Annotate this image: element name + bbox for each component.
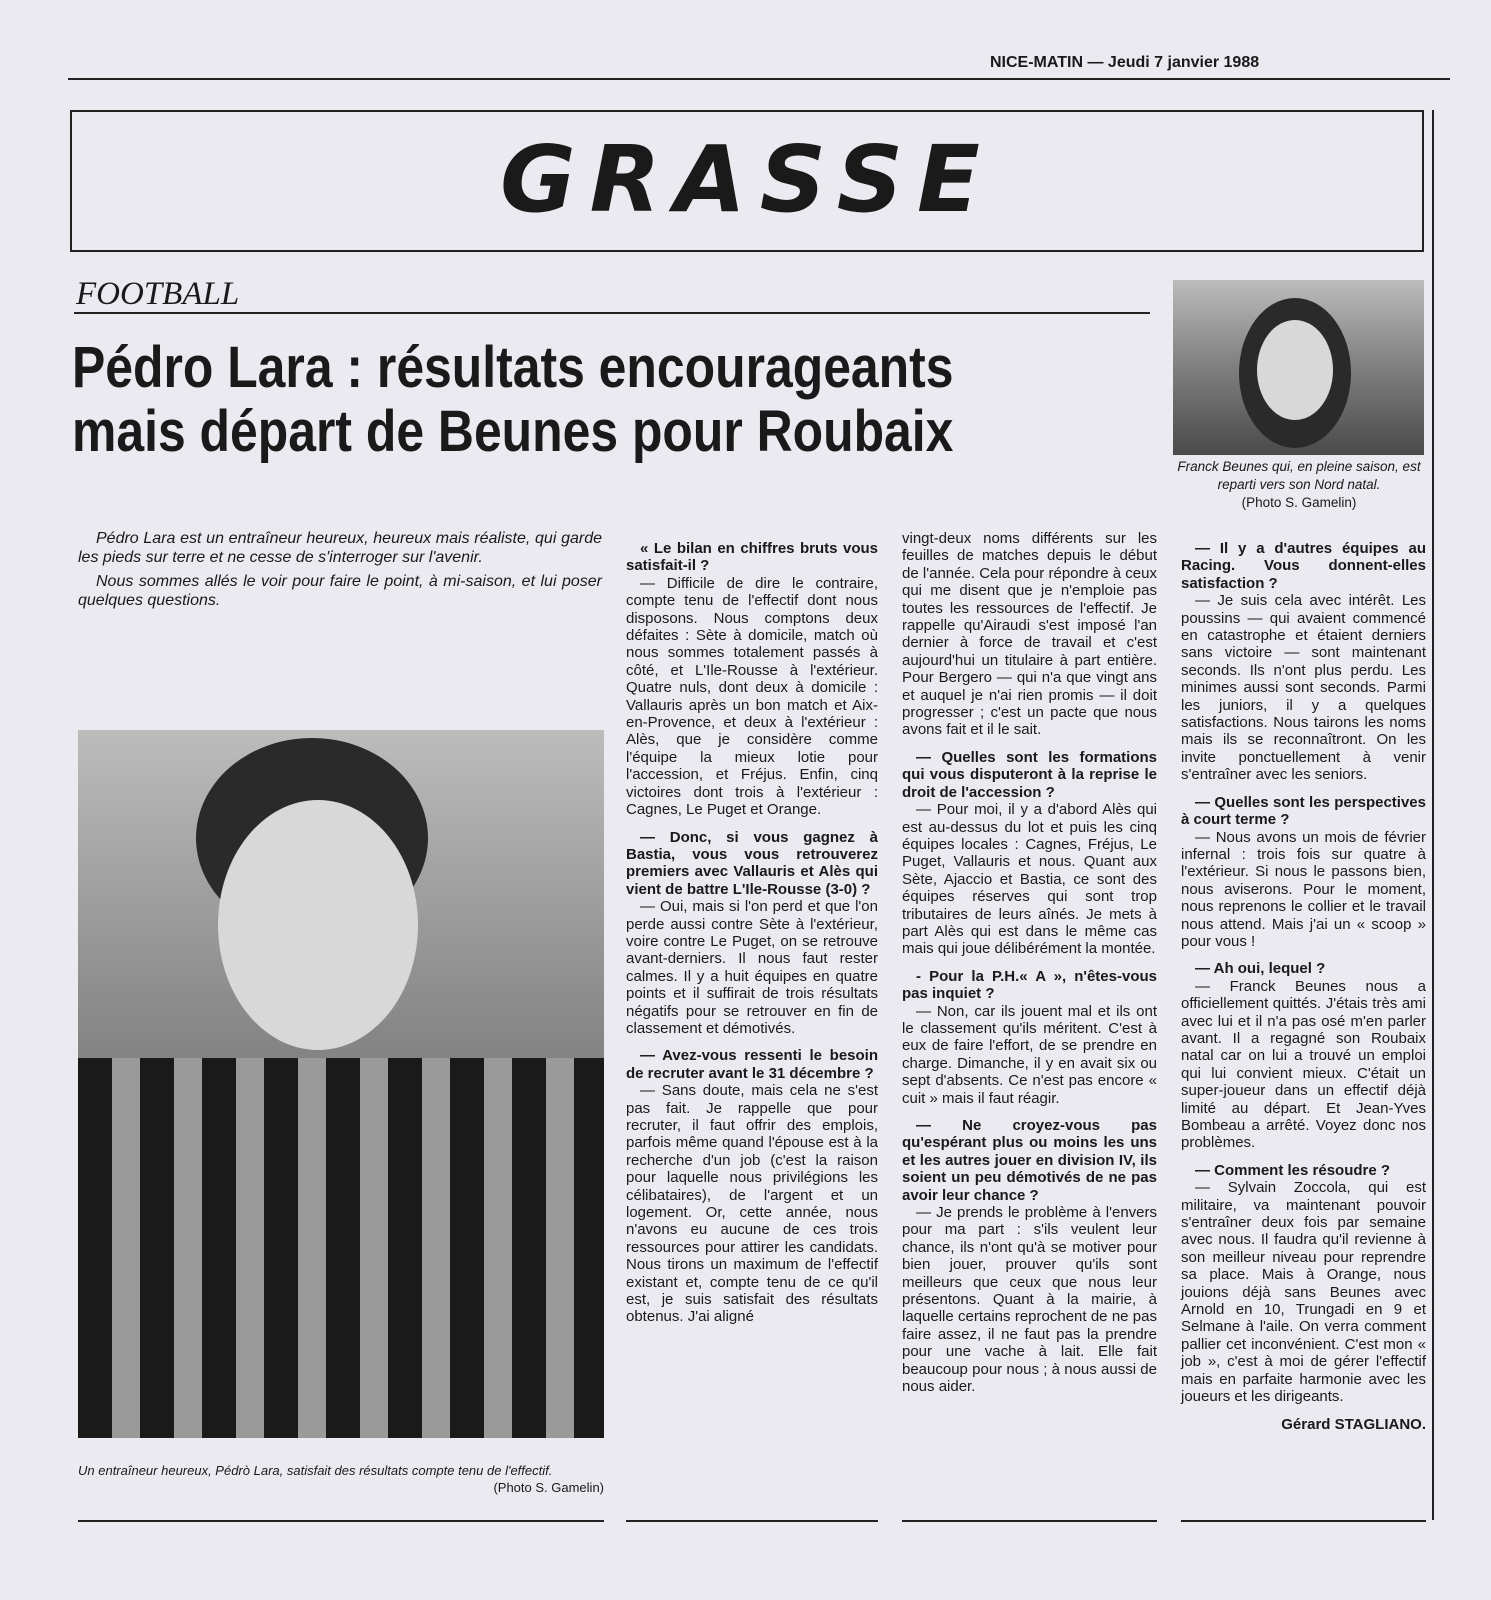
question-paragraph: — Comment les résoudre ? bbox=[1195, 1161, 1391, 1179]
photo-main-credit: (Photo S. Gamelin) bbox=[493, 1480, 604, 1495]
question-paragraph: — Avez-vous ressenti le besoin de recruter avant le 31 décembre ? bbox=[626, 1047, 878, 1082]
rubric: FOOTBALL bbox=[76, 276, 240, 312]
bottom-rule bbox=[1181, 1520, 1426, 1522]
right-rule bbox=[1432, 110, 1434, 1520]
answer-paragraph: — Pour moi, il y a d'abord Alès qui est au-dessus du lot et puis les cinq équipes locales : Cagnes, Fréjus, Le Puget, Vallauris et nous. Quant aux Sète, Ajaccio et Bastia, ce sont des équipes réserves qui sont trop tributaires de leurs aînés. Je mets à part Alès qui est dans le même cas mais qui joue délibérément la montée. bbox=[902, 801, 1157, 958]
photo-striped-jersey bbox=[78, 1058, 604, 1438]
dateline: NICE-MATIN — Jeudi 7 janvier 1988 bbox=[990, 54, 1260, 71]
answer-paragraph: — Je prends le problème à l'envers pour ma part : s'ils veulent leur chance, ils n'ont qu'à se motiver pour bien jouer, prouver qu'ils sont meilleurs que ceux que nous leur présentons. Quant à la mairie, à laquelle certains reprochent de ne pas faire assez, il ne faut pas la prendre pour une vache à lait. Elle fait beaucoup pour nous ; à nous aussi de nous aider. bbox=[902, 1204, 1157, 1396]
photo-main-caption-text: Un entraîneur heureux, Pédrò Lara, satisfait des résultats compte tenu de l'effectif. bbox=[78, 1463, 553, 1478]
photo-franck-beunes bbox=[1173, 280, 1424, 455]
photo-pedro-lara bbox=[78, 730, 604, 1438]
question-paragraph: — Donc, si vous gagnez à Bastia, vous vous retrouverez premiers avec Vallauris et Alès qui vient de battre L'Ile-Rousse (3-0) ? bbox=[626, 828, 878, 898]
question-paragraph: — Quelles sont les formations qui vous disputeront à la reprise le droit de l'accession ? bbox=[902, 748, 1157, 801]
intro-paragraph: Pédro Lara est un entraîneur heureux, heureux mais réaliste, qui garde les pieds sur terre et ne cesse de s'interroger sur l'avenir. bbox=[78, 530, 602, 566]
bottom-rule bbox=[902, 1520, 1157, 1522]
photo-top-caption-text: Franck Beunes qui, en pleine saison, est reparti vers son Nord natal. bbox=[1177, 459, 1421, 492]
photo-top-caption bbox=[1170, 458, 1428, 512]
headline-line-1: Pédro Lara : résultats encourageants bbox=[72, 335, 954, 400]
question-paragraph: « Le bilan en chiffres bruts vous satisfait-il ? bbox=[626, 540, 878, 575]
question-paragraph: — Ne croyez-vous pas qu'espérant plus ou moins les uns et les autres jouer en division IV, ils soient un peu démotivés de ne pas avoir leur chance ? bbox=[902, 1117, 1157, 1204]
photo-face bbox=[218, 800, 418, 1050]
photo-main-caption bbox=[78, 1462, 604, 1496]
signature: Gérard STAGLIANO. bbox=[1281, 1415, 1426, 1433]
headline bbox=[72, 336, 1147, 464]
rubric-rule bbox=[74, 312, 1150, 314]
photo-face bbox=[1257, 320, 1333, 420]
answer-paragraph: — Non, car ils jouent mal et ils ont le classement qu'ils méritent. C'est à eux de faire l'effort, de se prendre en charge. Dimanche, il y en avait six ou sept d'absents. Ce n'est pas encore « cuit » mais il faut réagir. bbox=[902, 1002, 1157, 1107]
answer-paragraph: — Je suis cela avec intérêt. Les poussins — qui avaient commencé en catastrophe et étaient derniers sans victoire — sont maintenant seconds. Ils n'ont plus perdu. Les minimes aussi sont seconds. Parmi les juniors, il y a quelques satisfactions. Nous tairons les noms mais ils se reconnaîtront. On les invite ponctuellement à venir s'entraîner avec les seniors. bbox=[1181, 592, 1426, 784]
column-4 bbox=[1181, 530, 1426, 1433]
question-paragraph: — Il y a d'autres équipes au Racing. Vous donnent-elles satisfaction ? bbox=[1181, 540, 1426, 592]
intro bbox=[78, 530, 602, 616]
answer-paragraph: — Nous avons un mois de février infernal : trois fois sur quatre à l'extérieur. Si nous le passons bien, nous aviserons. Pour le moment, nous reprenons le collier et le travail nous attend. Mais j'ai un « scoop » pour vous ! bbox=[1181, 828, 1426, 950]
intro-paragraph: Nous sommes allés le voir pour faire le point, à mi-saison, et lui poser quelques questions. bbox=[78, 573, 602, 609]
answer-paragraph: — Franck Beunes nous a officiellement quittés. J'étais très ami avec lui et il n'a pas osé m'en parler avant. Il a regagné son Roubaix natal car on lui a trouvé un emploi qui lui convient mieux. C'était un super-joueur dans un effectif déjà limité au départ. Et Jean-Yves Bombeau a arrêté. Voyez donc nos problèmes. bbox=[1181, 977, 1426, 1152]
masthead-box bbox=[70, 110, 1424, 252]
question-paragraph: — Ah oui, lequel ? bbox=[1195, 960, 1326, 978]
question-paragraph: - Pour la P.H.« A », n'êtes-vous pas inquiet ? bbox=[902, 967, 1157, 1003]
answer-paragraph: vingt-deux noms différents sur les feuilles de matches depuis le début de l'année. Cela pour répondre à ceux qui me disent que je n'emploie pas toutes les ressources de l'effectif. Je rappelle qu'Airaudi s'est imposé l'an dernier à force de travail et c'est aujourd'hui un titulaire à part entière. Pour Bergero — qui n'a que vingt ans et auquel je n'ai rien promis — il doit progresser ; c'est un pacte que nous avons fait et il le sait. bbox=[902, 530, 1157, 739]
top-rule bbox=[68, 78, 1450, 80]
answer-paragraph: — Sylvain Zoccola, qui est militaire, va maintenant pouvoir s'entraîner deux fois par semaine avec nous. Il faudra qu'il revienne à son meilleur niveau pour reprendre sa place. Mais à Orange, nous jouions déjà sans Beunes avec Arnold en 10, Trungadi en 9 et Selmane à l'aile. On verra comment pallier cet inconvénient. C'est mon « job », c'est à moi de gérer l'effectif mais en parfaite harmonie avec les joueurs et les dirigeants. bbox=[1181, 1179, 1426, 1406]
column-2 bbox=[626, 530, 878, 1326]
answer-paragraph: — Sans doute, mais cela ne s'est pas fait. Je rappelle que pour recruter, il faut offrir des emplois, parfois même quand l'épouse est à la recherche d'un job (c'est la raison pour laquelle nous privilégions les célibataires), de l'argent et un logement. Or, cette année, nous n'avons eu aucune de ces trois ressources pour attirer les candidats. Nous tirons un maximum de l'effectif existant et, compte tenu de ce qu'il est, je suis satisfait des résultats obtenus. J'ai aligné bbox=[626, 1082, 878, 1326]
bottom-rule bbox=[78, 1520, 604, 1522]
answer-paragraph: — Difficile de dire le contraire, compte tenu de l'effectif dont nous disposons. Nous comptons deux défaites : Sète à domicile, match où nous sommes totalement passés à côté, et L'Ile-Rousse à l'extérieur. Quatre nuls, dont deux à domicile : Vallauris après un bon match et Aix-en-Provence, et deux à l'extérieur : Alès, que je considère comme l'équipe la mieux lotie pour l'accession, et Fréjus. Enfin, cinq victoires dont trois à l'extérieur : Cagnes, Le Puget et Orange. bbox=[626, 574, 878, 819]
headline-line-2: mais départ de Beunes pour Roubaix bbox=[72, 399, 954, 464]
photo-top-credit: (Photo S. Gamelin) bbox=[1241, 495, 1357, 510]
answer-paragraph: — Oui, mais si l'on perd et que l'on perde aussi contre Sète à l'extérieur, voire contre Le Puget, on se retrouve avant-derniers. Il nous faut rester calmes. Il y a huit équipes en quatre points et il suffirait de trois résultats négatifs pour se retrouver en fin de classement et démotivés. bbox=[626, 898, 878, 1037]
masthead-title: GRASSE bbox=[500, 126, 994, 233]
question-paragraph: — Quelles sont les perspectives à court terme ? bbox=[1181, 793, 1426, 829]
column-3 bbox=[902, 530, 1157, 1396]
bottom-rule bbox=[626, 1520, 878, 1522]
